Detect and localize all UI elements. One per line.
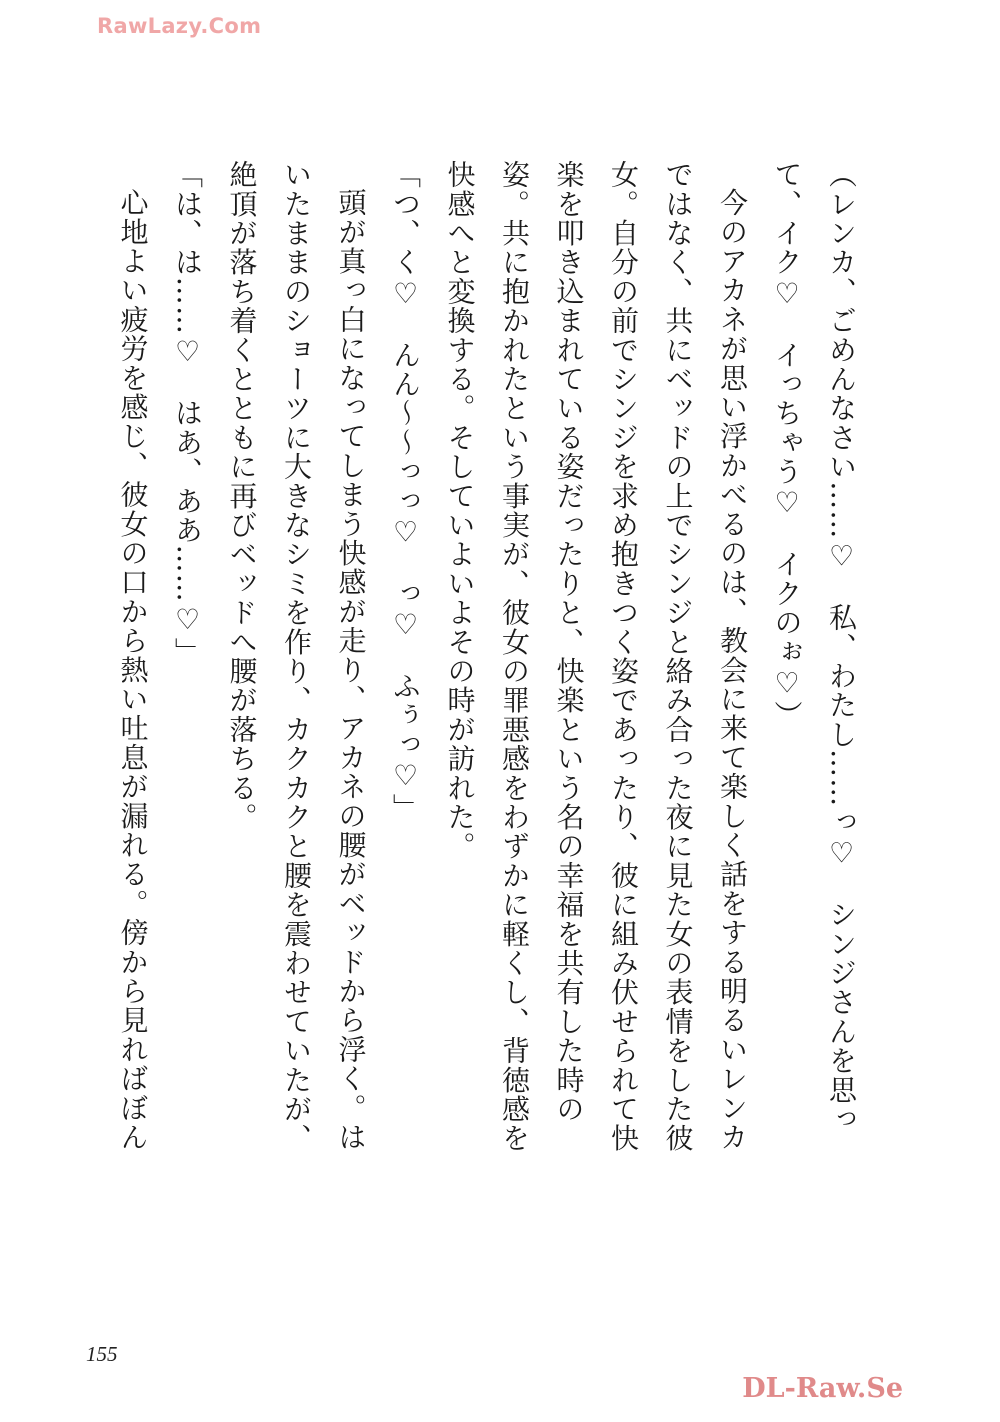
paragraph-dialogue-2: 「つ、く♡ んん〜〜っっ♡ っ♡ ふぅっ♡」 — [389, 160, 422, 823]
paragraph-narration-1: 今のアカネが思い浮かべるのは、教会に来て楽しく話をする明るいレンカではなく、共にベッドの上でシンジと絡み合った夜に見た女の表情をした彼女。自分の前でシンジを求め抱きつく姿であったり、彼に組み伏せられて快楽を叩き込まれている姿だったりと、快楽という名の幸福を共有した時の姿。共に抱かれたという事実が、彼女の罪悪感をわずかに軽くし、背徳感を快感へと変換する。そしていよいよその時が訪れた。 — [443, 160, 749, 1153]
paragraph-narration-2: 頭が真っ白になってしまう快感が走り、アカネの腰がベッドから浮く。はいたままのショーツに大きなシミを作り、カクカクと腰を震わせていたが、絶頂が落ち着くとともに再びベッドへ腰が落ちる。 — [225, 160, 368, 1153]
paragraph-dialogue-1: （レンカ、ごめんなさい……♡ 私、わたし……っ♡ シンジさんを思って、イク♡ イっちゃう♡ イクのぉ♡） — [770, 160, 858, 1134]
paragraph-dialogue-3: 「は、は……♡ はあ、ああ……♡」 — [171, 160, 204, 667]
paragraph-narration-3: 心地よい疲労を感じ、彼女の口から熱い吐息が漏れる。傍から見ればぼん — [116, 188, 150, 1152]
watermark-bottom: DL-Raw.Se — [742, 1373, 903, 1404]
novel-body-text — [88, 160, 868, 1160]
page-number: 155 — [86, 1342, 118, 1366]
watermark-top: RawLazy.Com — [97, 14, 262, 38]
